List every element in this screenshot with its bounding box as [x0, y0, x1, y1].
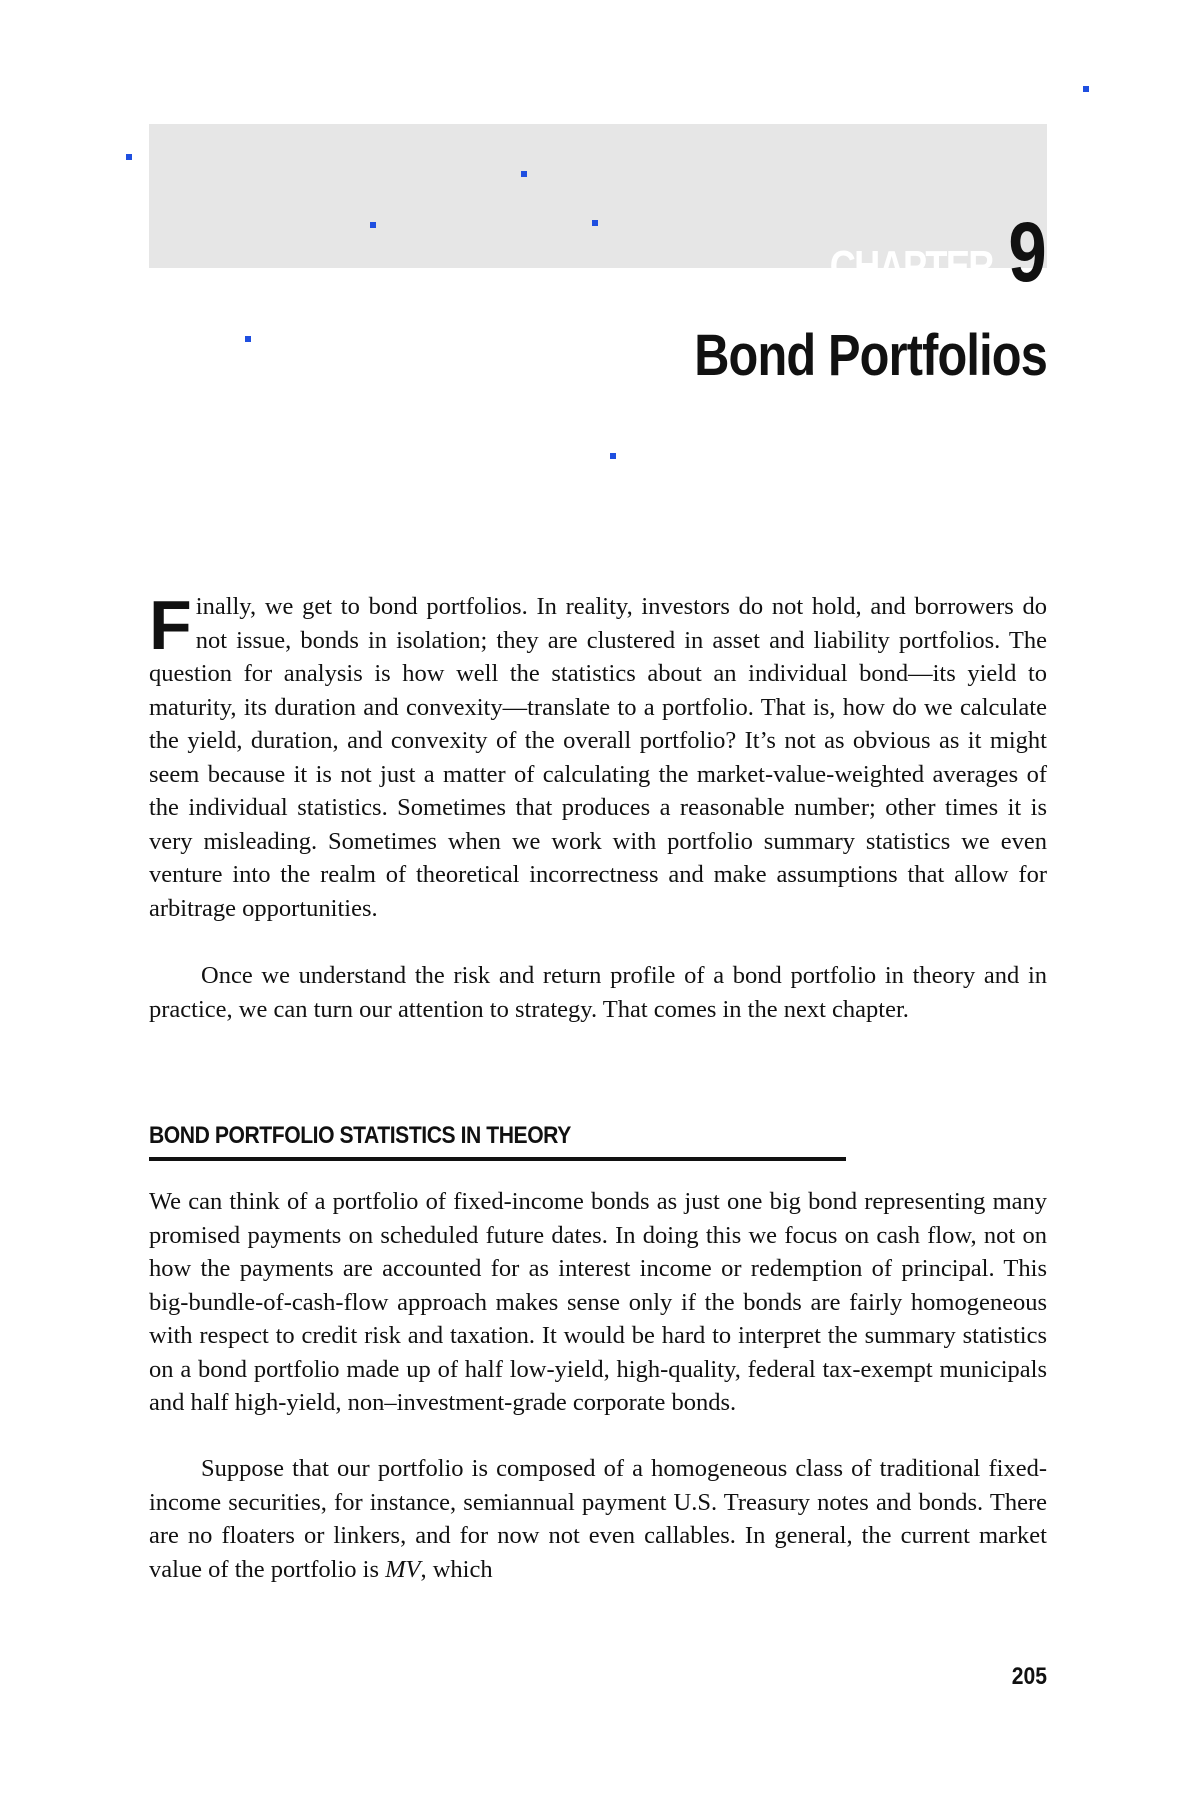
- page-number: 205: [1011, 1663, 1047, 1690]
- marker-dot: [245, 336, 251, 342]
- marker-dot: [370, 222, 376, 228]
- marker-dot: [521, 171, 527, 177]
- marker-dot: [592, 220, 598, 226]
- chapter-title: Bond Portfolios: [694, 323, 1047, 388]
- marker-dot: [610, 453, 616, 459]
- marker-dot: [1083, 86, 1089, 92]
- intro-paragraph: [149, 586, 1047, 925]
- section-heading: BOND PORTFOLIO STATISTICS IN THEORY: [149, 1122, 571, 1149]
- section-paragraph-2: [149, 1452, 1047, 1586]
- marker-dot: [126, 154, 132, 160]
- chapter-label: [794, 205, 1047, 299]
- section-paragraph: We can think of a portfolio of fixed-income bonds as just one big bond representing many promised payments on scheduled future dates. In doing this we focus on cash flow, not on how the payments are accounted for as interest income or redemption of principal. This big-bundle-of-cash-flow approach makes sense only if the bonds are fairly homogeneous with respect to credit risk and taxation. It would be hard to interpret the summary statistics on a bond portfolio made up of half low-yield, high-quality, federal tax-exempt municipals and half high-yield, non–investment-grade corporate bonds.: [149, 1188, 1047, 1416]
- section-paragraph-2-end: , which: [420, 1555, 493, 1583]
- chapter-word: CHAPTER: [829, 242, 993, 291]
- section-paragraph-2-start: Suppose that our portfolio is composed of a homogeneous class of traditional fixed-income securities, for instance, semiannual payment U.S. Treasury notes and bonds. There are no floaters or linkers, and for now not even callables. In general, the current market value of the portfolio is: [149, 1455, 1047, 1583]
- chapter-number: 9: [1008, 205, 1047, 299]
- drop-cap: F: [149, 586, 192, 664]
- section-rule: [149, 1157, 846, 1161]
- market-value-symbol: MV: [385, 1555, 421, 1583]
- intro-paragraph-2: Once we understand the risk and return profile of a bond portfolio in theory and in practice, we can turn our attention to strategy. That comes in the next chapter.: [149, 962, 1047, 1023]
- intro-paragraph-text: inally, we get to bond portfolios. In reality, investors do not hold, and borrowers do not issue, bonds in isolation; they are clustered in asset and liability portfolios. The question for analysis is how well the statistics about an individual bond—its yield to maturity, its duration and convexity—translate to a portfolio. That is, how do we calculate the yield, duration, and convexity of the overall portfolio? It’s not as obvious as it might seem because it is not just a matter of calculating the market-value-weighted averages of the individual statistics. Sometimes that produces a reasonable number; other times it is very misleading. Sometimes when we work with portfolio summary statistics we even venture into the realm of theoretical incorrectness and make assumptions that allow for arbitrage opportunities.: [149, 593, 1047, 922]
